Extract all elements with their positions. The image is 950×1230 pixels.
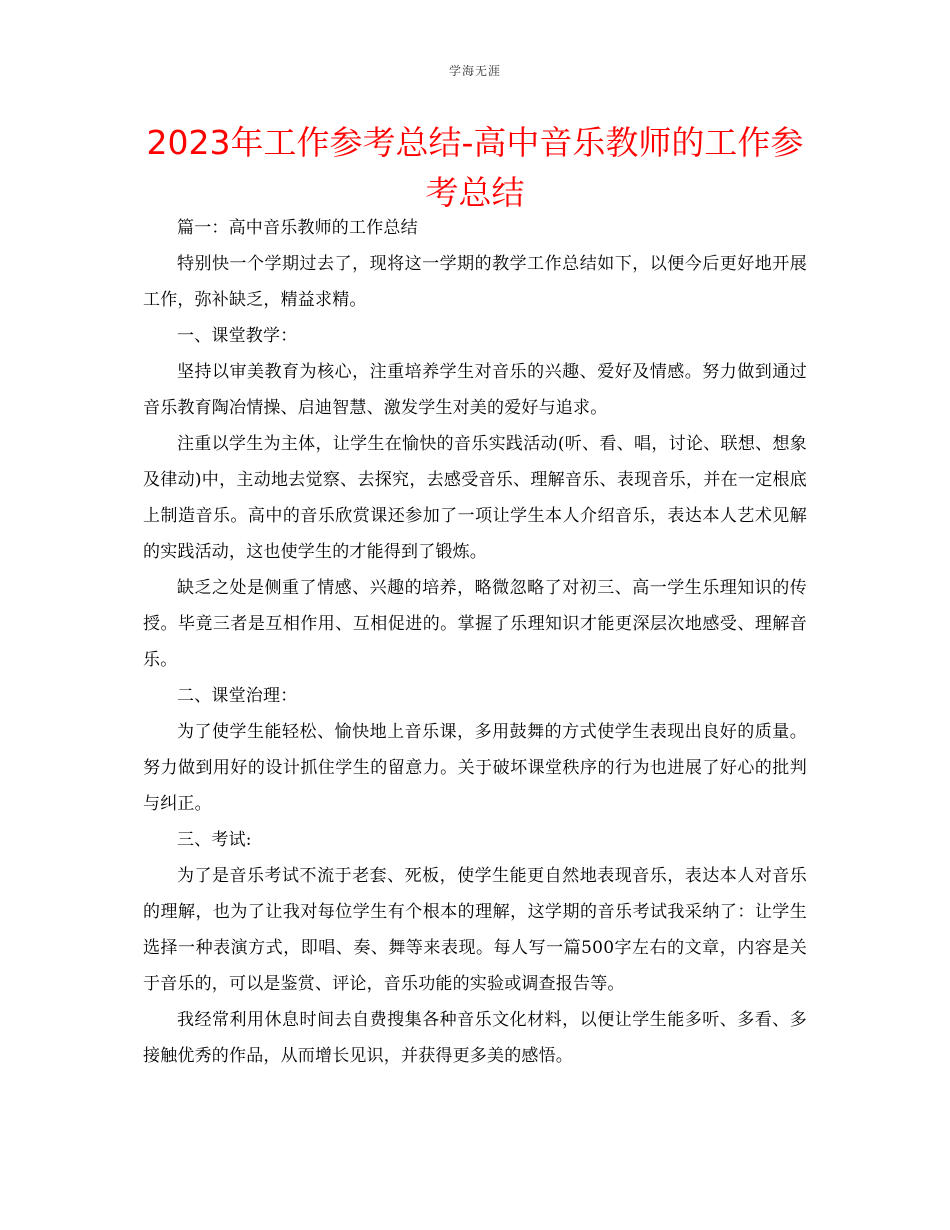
body-paragraph: 为了是音乐考试不流于老套、死板，使学生能更自然地表现音乐，表达本人对音乐的理解，也为了让我对每位学生有个根本的理解，这学期的音乐考试我采纳了：让学生选择一种表演方式，即唱、奏、舞等来表现。每人写一篇500字左右的文章，内容是关于音乐的，可以是鉴赏、评论，音乐功能的实验或调查报告等。 — [143, 866, 807, 994]
body-paragraph: 我经常利用休息时间去自费搜集各种音乐文化材料，以便让学生能多听、多看、多接触优秀的作品，从而增长见识，并获得更多美的感悟。 — [143, 1010, 807, 1066]
section-heading-classroom-teaching: 一、课堂教学： — [177, 326, 298, 346]
section-heading-exams: 三、考试: — [177, 830, 252, 850]
section-heading-classroom-management: 二、课堂治理： — [177, 686, 298, 706]
section-heading-part-one: 篇一：高中音乐教师的工作总结 — [177, 218, 418, 238]
body-paragraph: 缺乏之处是侧重了情感、兴趣的培养，略微忽略了对初三、高一学生乐理知识的传授。毕竟三者是互相作用、互相促进的。掌握了乐理知识才能更深层次地感受、理解音乐。 — [143, 578, 807, 670]
page-header: 学海无涯 — [448, 64, 501, 78]
document-title: 2023年工作参考总结-高中音乐教师的工作参考总结 — [146, 123, 804, 212]
body-paragraph: 坚持以审美教育为核心，注重培养学生对音乐的兴趣、爱好及情感。努力做到通过音乐教育陶冶情操、启迪智慧、激发学生对美的爱好与追求。 — [143, 362, 807, 418]
body-paragraph: 为了使学生能轻松、愉快地上音乐课，多用鼓舞的方式使学生表现出良好的质量。努力做到用好的设计抓住学生的留意力。关于破坏课堂秩序的行为也进展了好心的批判与纠正。 — [143, 722, 807, 814]
intro-paragraph: 特别快一个学期过去了，现将这一学期的教学工作总结如下，以便今后更好地开展工作，弥补缺乏，精益求精。 — [143, 254, 807, 310]
body-paragraph: 注重以学生为主体，让学生在愉快的音乐实践活动(听、看、唱，讨论、联想、想象及律动)中，主动地去觉察、去探究，去感受音乐、理解音乐、表现音乐，并在一定根底上制造音乐。高中的音乐欣赏课还参加了一项让学生本人介绍音乐，表达本人艺术见解的实践活动，这也使学生的才能得到了锻炼。 — [143, 434, 807, 562]
document-body — [143, 210, 807, 1074]
